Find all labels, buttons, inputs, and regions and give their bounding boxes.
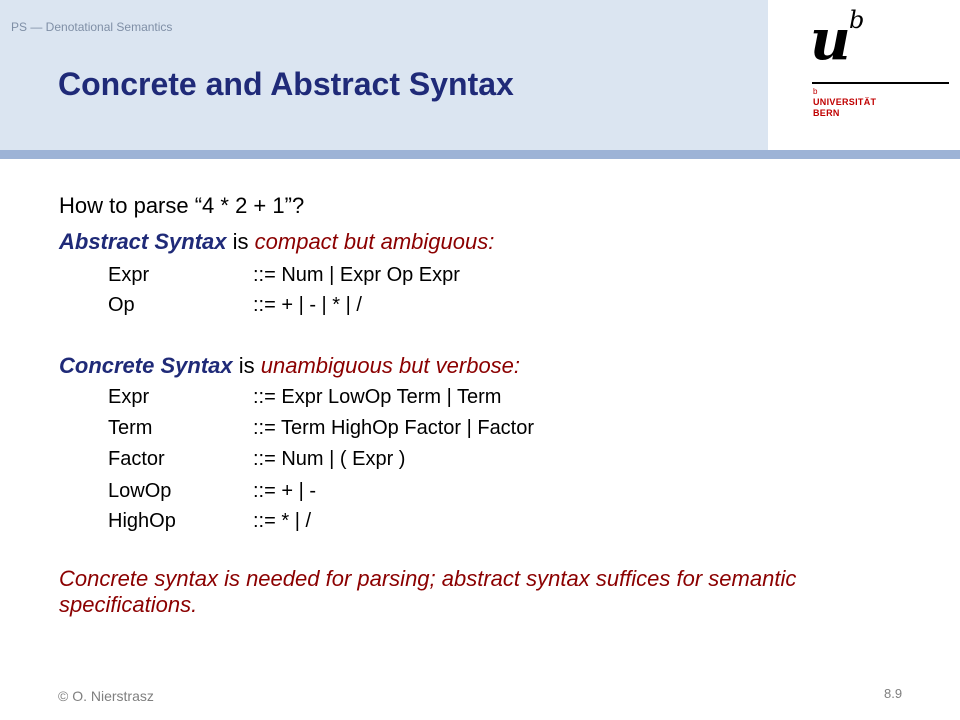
- question-text: How to parse “4 * 2 + 1”?: [59, 193, 305, 218]
- rule-lhs: Op: [108, 294, 135, 316]
- concrete-syntax-is: is: [232, 353, 261, 378]
- logo-divider: [812, 82, 949, 84]
- footer-author: © O. Nierstrasz: [58, 688, 154, 704]
- breadcrumb: PS — Denotational Semantics: [11, 20, 173, 34]
- abstract-syntax-term: Abstract Syntax: [59, 229, 227, 254]
- rule-rhs: ::= Num | ( Expr ): [253, 448, 406, 470]
- rule-rhs: ::= + | -: [253, 480, 316, 502]
- concrete-syntax-term: Concrete Syntax: [59, 353, 233, 378]
- rule-rhs: ::= * | /: [253, 510, 311, 532]
- rule-lhs: Expr: [108, 264, 150, 286]
- rule-rhs: ::= + | - | * | /: [253, 294, 362, 316]
- grammar-rule: [108, 480, 316, 502]
- concrete-syntax-desc: unambiguous but verbose:: [260, 353, 521, 378]
- grammar-rule: [108, 264, 460, 286]
- university-name: [813, 97, 876, 119]
- abstract-syntax-is: is: [226, 229, 255, 254]
- rule-lhs: HighOp: [108, 510, 176, 532]
- rule-rhs: ::= Term HighOp Factor | Factor: [253, 417, 535, 439]
- abstract-syntax-desc: compact but ambiguous:: [254, 229, 495, 254]
- page-title: Concrete and Abstract Syntax: [58, 66, 514, 102]
- rule-lhs: LowOp: [108, 480, 172, 502]
- concrete-syntax-heading: [59, 354, 520, 378]
- university-logo-superscript: b: [849, 6, 865, 34]
- grammar-rule: [108, 386, 501, 408]
- university-name-line1: UNIVERSITÄT: [813, 97, 877, 107]
- rule-rhs: ::= Num | Expr Op Expr: [253, 264, 460, 286]
- university-name-line2: BERN: [813, 108, 840, 118]
- grammar-rule: [108, 294, 362, 316]
- rule-lhs: Expr: [108, 386, 150, 408]
- rule-lhs: Factor: [108, 448, 165, 470]
- rule-lhs: Term: [108, 417, 153, 439]
- grammar-rule: [108, 417, 534, 439]
- closing-statement: Concrete syntax is needed for parsing; abstract syntax suffices for semantic specifications.: [59, 566, 797, 617]
- abstract-syntax-heading: [59, 230, 494, 254]
- grammar-rule: [108, 448, 405, 470]
- header-divider: [0, 150, 960, 159]
- university-logo-mark: u: [810, 7, 851, 73]
- logo-small-mark: b: [813, 87, 818, 96]
- page-number: 8.9: [884, 686, 903, 701]
- rule-rhs: ::= Expr LowOp Term | Term: [253, 386, 502, 408]
- grammar-rule: [108, 510, 311, 532]
